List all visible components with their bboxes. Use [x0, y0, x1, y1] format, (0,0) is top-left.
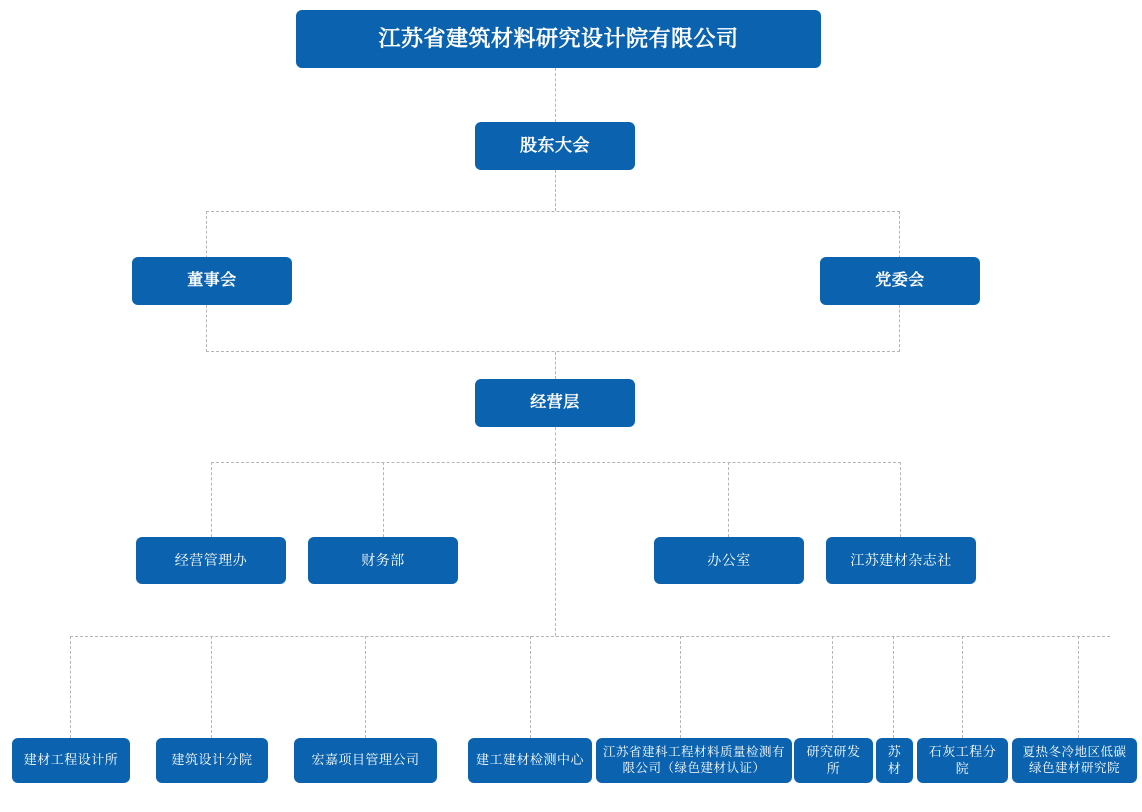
node-sucai[interactable]: 苏材	[876, 738, 913, 783]
node-jianke-engineering-materials-quality-testing-company[interactable]: 江苏省建科工程材料质量检测有限公司（绿色建材认证）	[596, 738, 792, 783]
connector-management-down	[555, 427, 556, 462]
node-low-carbon-green-building-materials-research-institute[interactable]: 夏热冬冷地区低碳绿色建材研究院	[1012, 738, 1137, 783]
connector-units-horizontal	[70, 636, 1110, 637]
node-building-materials-engineering-design-institute[interactable]: 建材工程设计所	[12, 738, 130, 783]
node-shareholders-meeting[interactable]: 股东大会	[475, 122, 635, 170]
node-architectural-design-branch[interactable]: 建筑设计分院	[156, 738, 268, 783]
node-jiangsu-building-materials-magazine[interactable]: 江苏建材杂志社	[826, 537, 976, 584]
connector-unit-5-drop	[680, 636, 681, 738]
connector-unit-7-drop	[893, 636, 894, 738]
connector-dept-3-drop	[728, 462, 729, 537]
connector-unit-1-drop	[70, 636, 71, 738]
connector-unit-4-drop	[530, 636, 531, 738]
node-research-and-development-institute[interactable]: 研究研发所	[794, 738, 873, 783]
connector-management-trunk-to-units	[555, 462, 556, 636]
node-party-committee[interactable]: 党委会	[820, 257, 980, 305]
connector-unit-2-drop	[211, 636, 212, 738]
connector-unit-3-drop	[365, 636, 366, 738]
connector-unit-9-drop	[1078, 636, 1079, 738]
connector-shareholders-down	[555, 170, 556, 211]
node-hongjia-project-management-company[interactable]: 宏嘉项目管理公司	[294, 738, 437, 783]
node-operations-management-office[interactable]: 经营管理办	[136, 537, 286, 584]
node-general-office[interactable]: 办公室	[654, 537, 804, 584]
connector-unit-8-drop	[962, 636, 963, 738]
node-root[interactable]: 江苏省建筑材料研究设计院有限公司	[296, 10, 821, 68]
connector-bracket-to-management	[555, 352, 556, 379]
connector-board-bracket	[206, 211, 900, 352]
connector-dept-1-drop	[211, 462, 212, 537]
connector-dept-4-drop	[900, 462, 901, 537]
node-lime-engineering-branch[interactable]: 石灰工程分院	[917, 738, 1008, 783]
node-construction-materials-testing-center[interactable]: 建工建材检测中心	[468, 738, 592, 783]
node-management-layer[interactable]: 经营层	[475, 379, 635, 427]
node-board-of-directors[interactable]: 董事会	[132, 257, 292, 305]
connector-unit-6-drop	[832, 636, 833, 738]
connector-root-to-shareholders	[555, 68, 556, 122]
connector-departments-horizontal	[211, 462, 901, 463]
connector-dept-2-drop	[383, 462, 384, 537]
node-finance-department[interactable]: 财务部	[308, 537, 458, 584]
